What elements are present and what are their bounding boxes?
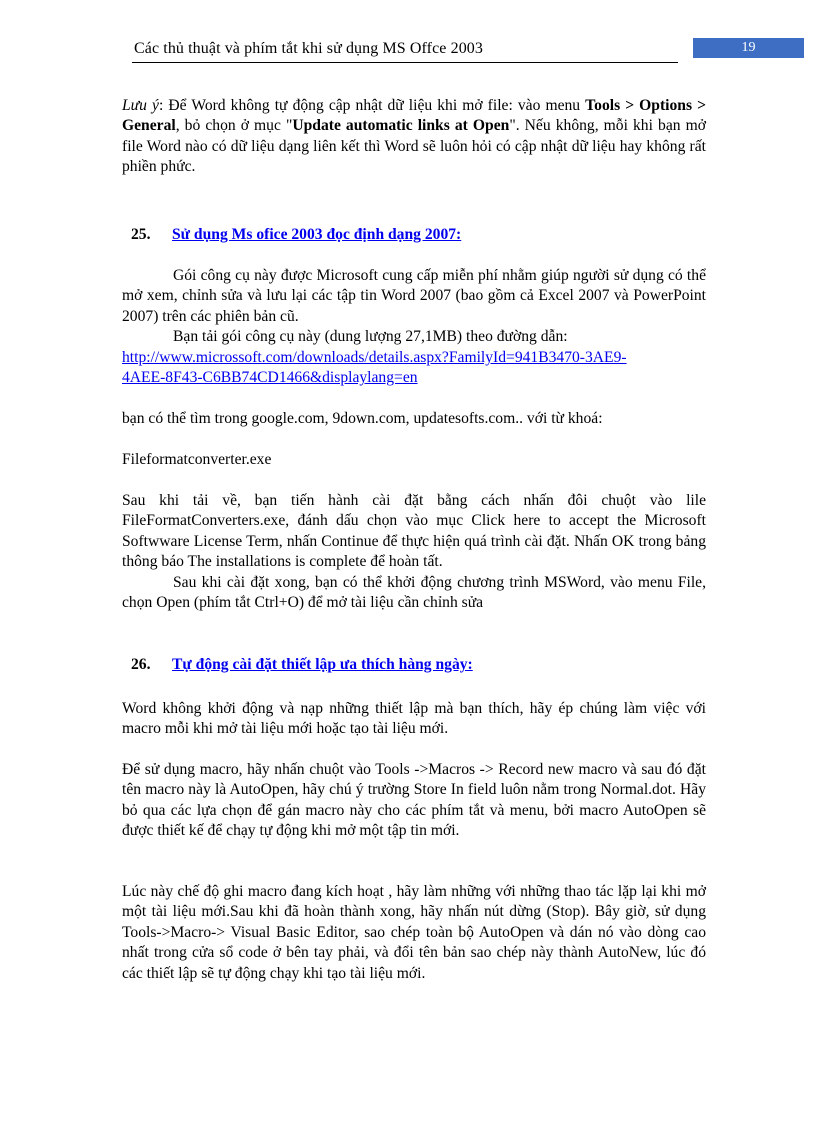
section-26-p1-block	[122, 699, 706, 740]
section-26-paragraph-3: Lúc này chế độ ghi macro đang kích hoạt , hãy làm những với những thao tác lặp lại khi mở một tài liệu mới.Sau khi đã hoàn thành xong, hãy nhấn nút dừng (Stop). Bây giờ, sử dụng Tools->Macro-> Visual Basic Editor, sao chép toàn bộ AutoOpen và dán nó vào dòng cao nhất trong cửa sổ code ở bên tay phải, và đổi tên bản sao chép này thành AutoNew, lúc đó các thiết lập sẽ tự động chạy khi tạo tài liệu mới.	[122, 883, 706, 982]
download-link[interactable]	[122, 348, 706, 389]
page-header	[132, 38, 678, 63]
section-25-paragraph-3: bạn có thể tìm trong google.com, 9down.com, updatesofts.com.. với từ khoá:	[122, 410, 603, 427]
section-26-title-link[interactable]: Tự động cài đặt thiết lập ưa thích hàng ngày:	[172, 656, 473, 673]
search-hint-block	[122, 409, 706, 429]
section-25-title-link[interactable]: Sử dụng Ms ofice 2003 đọc định dạng 2007:	[172, 226, 462, 243]
section-25-paragraph-5: Sau khi tải về, bạn tiến hành cài đặt bằng cách nhấn đôi chuột vào lile FileFormatConverters.exe, đánh dấu chọn vào mục Click here to accept the Microsoft Softwware License Term, nhấn Continue để thực hiện quá trình cài đặt. Nhấn OK trong bảng thông báo The installations is complete để hoàn tất.	[122, 492, 706, 571]
note-option: Update automatic links at Open	[292, 117, 510, 135]
note-menu-path: Tools > Options > General	[122, 97, 706, 135]
section-25-filename: Fileformatconverter.exe	[122, 451, 272, 468]
section-25-paragraph-6: Sau khi cài đặt xong, bạn có thể khởi động chương trình MSWord, vào menu File, chọn Open (phím tắt Ctrl+O) để mở tài liệu cần chỉnh sửa	[122, 573, 706, 612]
section-26-paragraph-1: Word không khởi động và nạp những thiết lập mà bạn thích, hãy ép chúng làm việc với macro mỗi khi mở tài liệu mới hoặc tạo tài liệu mới.	[122, 700, 706, 738]
install-block	[122, 491, 706, 613]
section-25-paragraph-1: Gói công cụ này được Microsoft cung cấp miễn phí nhằm giúp người sử dụng có thể mở xem, chỉnh sửa và lưu lại các tập tin Word 2007 (bao gồm cả Excel 2007 và PowerPoint 2007) trên các phiên bản cũ.	[122, 267, 706, 325]
section-26-p2-block	[122, 760, 706, 842]
section-25-heading	[131, 226, 461, 244]
section-26-heading	[131, 656, 473, 674]
section-26-paragraph-2: Để sử dụng macro, hãy nhấn chuột vào Tools ->Macros -> Record new macro và sau đó đặt tên macro này là AutoOpen, hãy chú ý trường Store In field luôn nằm trong Normal.dot. Hãy bỏ qua các lựa chọn để gán macro này cho các phím tắt và menu, bởi macro AutoOpen sẽ được thiết kế để chạy tự động khi mở một tập tin mới.	[122, 761, 706, 840]
download-link-line-2[interactable]: 4AEE-8F43-C6BB74CD1466&displaylang=en	[122, 369, 418, 387]
section-25-number: 25.	[131, 226, 151, 243]
section-25-paragraph-2: Bạn tải gói công cụ này (dung lượng 27,1MB) theo đường dẫn:	[173, 328, 568, 346]
section-25-body	[122, 266, 706, 388]
note-block	[122, 96, 706, 178]
section-26-p3-block	[122, 882, 706, 984]
page-number: 19	[693, 38, 804, 58]
section-26-number: 26.	[131, 656, 151, 673]
header-title: Các thủ thuật và phím tắt khi sử dụng MS Offce 2003	[134, 40, 483, 57]
note-label: Lưu ý	[122, 97, 159, 114]
download-link-line-1[interactable]: http://www.microssoft.com/downloads/details.aspx?FamilyId=941B3470-3AE9-	[122, 348, 627, 366]
note-paragraph: Lưu ý: Để Word không tự động cập nhật dữ liệu khi mở file: vào menu Tools > Options > General, bỏ chọn ở mục "Update automatic links at Open". Nếu không, mỗi khi bạn mở file Word nào có dữ liệu dạng liên kết thì Word sẽ luôn hỏi có cập nhật dữ liệu hay không rất phiền phức.	[122, 97, 706, 176]
filename-block	[122, 450, 706, 470]
